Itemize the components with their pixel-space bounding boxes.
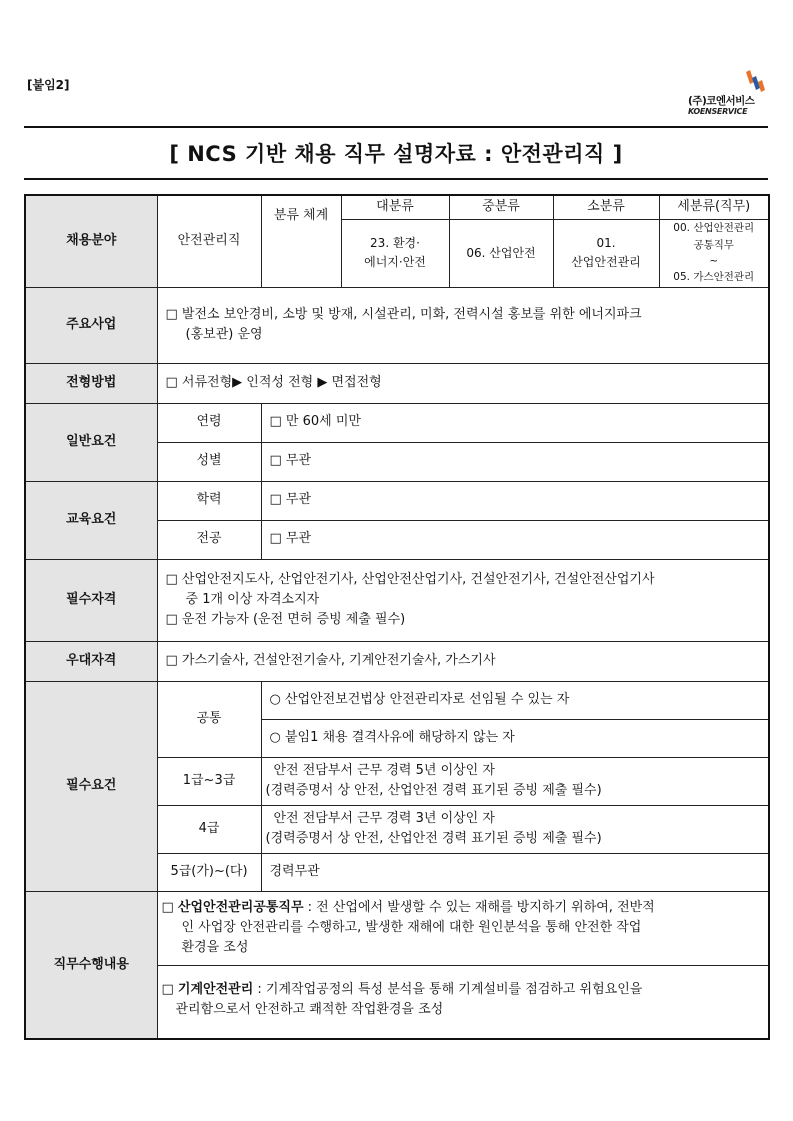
preferred-content: □ 가스기술사, 건설안전기술사, 기계안전기술사, 가스기사	[157, 641, 769, 681]
duty-machine	[157, 965, 769, 1039]
company-logo	[688, 70, 768, 120]
col-header-detail: 세분류(직무)	[659, 195, 769, 219]
title-bottom-rule	[24, 178, 768, 180]
grade1-label: 1급~3급	[157, 757, 261, 805]
duty-machine-line1	[162, 980, 769, 1000]
detail-category-line4: 05. 가스안전관리	[673, 271, 755, 284]
duty-machine-text: : 기계작업공정의 특성 분석을 통해 기계설비를 점검하고 위험요인을	[253, 981, 643, 997]
duty-common	[157, 891, 769, 965]
grade1-line2: (경력증명서 상 안전, 산업안전 경력 표기된 증빙 제출 필수)	[265, 783, 602, 798]
duty-common-line2: 인 사업장 안전관리를 수행하고, 발생한 재해에 대한 원인분석을 통해 안전한 작업	[181, 919, 642, 935]
minor-category-line1: 01.	[596, 236, 616, 251]
grade4-content	[261, 805, 769, 853]
business-line1: □ 발전소 보안경비, 소방 및 방재, 시설관리, 미화, 전력시설 홍보를 위한 에너지파크	[165, 306, 642, 322]
field-header: 채용분야	[25, 195, 157, 287]
page-title: [ NCS 기반 채용 직무 설명자료 : 안전관리직 ]	[169, 142, 623, 166]
education-header: 교육요건	[25, 481, 157, 559]
business-line2: (홍보관) 운영	[185, 327, 263, 342]
grade1-line1: 안전 전담부서 근무 경력 5년 이상인 자	[273, 762, 495, 778]
common-requirement-1: ○ 산업안전보건법상 안전관리자로 선임될 수 있는 자	[261, 681, 769, 719]
education-degree-label: 학력	[157, 481, 261, 520]
required-cert-line3: □ 운전 가능자 (운전 면허 증빙 제출 필수)	[165, 612, 406, 628]
col-header-middle: 중분류	[449, 195, 553, 219]
grade5-label: 5급(가)~(다)	[157, 853, 261, 891]
major-category-line2: 에너지·안전	[364, 255, 426, 269]
grade4-line1: 안전 전담부서 근무 경력 3년 이상인 자	[273, 810, 495, 826]
middle-category: 06. 산업안전	[449, 219, 553, 287]
general-age-value: □ 만 60세 미만	[261, 403, 769, 442]
general-age-label: 연령	[157, 403, 261, 442]
field-value: 안전관리직	[157, 195, 261, 287]
required-cert-line2: 중 1개 이상 자격소지자	[185, 591, 320, 607]
general-gender-value: □ 무관	[261, 442, 769, 481]
required-cert-content	[157, 559, 769, 641]
grade1-content	[261, 757, 769, 805]
grade4-line2: (경력증명서 상 안전, 산업안전 경력 표기된 증빙 제출 필수)	[265, 831, 602, 846]
grade4-label: 4급	[157, 805, 261, 853]
logo-eng-name: KOENSERVICE	[688, 107, 748, 116]
common-requirement-2: ○ 붙임1 채용 결격사유에 해당하지 않는 자	[261, 719, 769, 757]
required-cert-header: 필수자격	[25, 559, 157, 641]
process-header: 전형방법	[25, 363, 157, 403]
detail-category-line3: ~	[709, 255, 719, 267]
title-top-rule	[24, 126, 768, 128]
major-category-line1: 23. 환경·	[370, 236, 420, 251]
col-header-major: 대분류	[341, 195, 449, 219]
required-cert-line1: □ 산업안전지도사, 산업안전기사, 산업안전산업기사, 건설안전기사, 건설안전산업기사	[165, 571, 655, 587]
business-header: 주요사업	[25, 287, 157, 363]
job-description-table	[24, 194, 770, 1040]
grade5-value: 경력무관	[261, 853, 769, 891]
duty-common-bullet: □	[161, 899, 178, 915]
col-header-minor: 소분류	[553, 195, 659, 219]
requirements-header: 필수요건	[25, 681, 157, 891]
general-header: 일반요건	[25, 403, 157, 481]
minor-category-line2: 산업안전관리	[571, 255, 641, 269]
duty-common-line1	[162, 898, 769, 918]
classification-label: 분류 체계	[261, 195, 341, 287]
logo-name: (주)코엔서비스	[688, 95, 755, 107]
duty-machine-bullet: □	[161, 981, 178, 997]
logo-mark-icon	[740, 70, 766, 94]
attachment-label: [붙임2]	[27, 78, 70, 92]
education-major-value: □ 무관	[261, 520, 769, 559]
education-major-label: 전공	[157, 520, 261, 559]
general-gender-label: 성별	[157, 442, 261, 481]
duty-machine-title: 기계안전관리	[177, 981, 254, 997]
detail-category-line1: 00. 산업안전관리	[673, 222, 755, 235]
common-label: 공통	[157, 681, 261, 757]
duty-common-title: 산업안전관리공통직무	[177, 899, 304, 915]
duty-common-line3: 환경을 조성	[181, 940, 249, 956]
detail-category	[659, 219, 769, 287]
duty-machine-line2: 관리함으로서 안전하고 쾌적한 작업환경을 조성	[175, 1001, 444, 1017]
minor-category	[553, 219, 659, 287]
major-category	[341, 219, 449, 287]
education-degree-value: □ 무관	[261, 481, 769, 520]
preferred-header: 우대자격	[25, 641, 157, 681]
process-content: □ 서류전형▶ 인적성 전형 ▶ 면접전형	[157, 363, 769, 403]
duties-header: 직무수행내용	[25, 891, 157, 1039]
business-content	[157, 287, 769, 363]
detail-category-line2: 공통직무	[693, 238, 735, 251]
duty-common-text: : 전 산업에서 발생할 수 있는 재해를 방지하기 위하여, 전반적	[303, 899, 655, 915]
